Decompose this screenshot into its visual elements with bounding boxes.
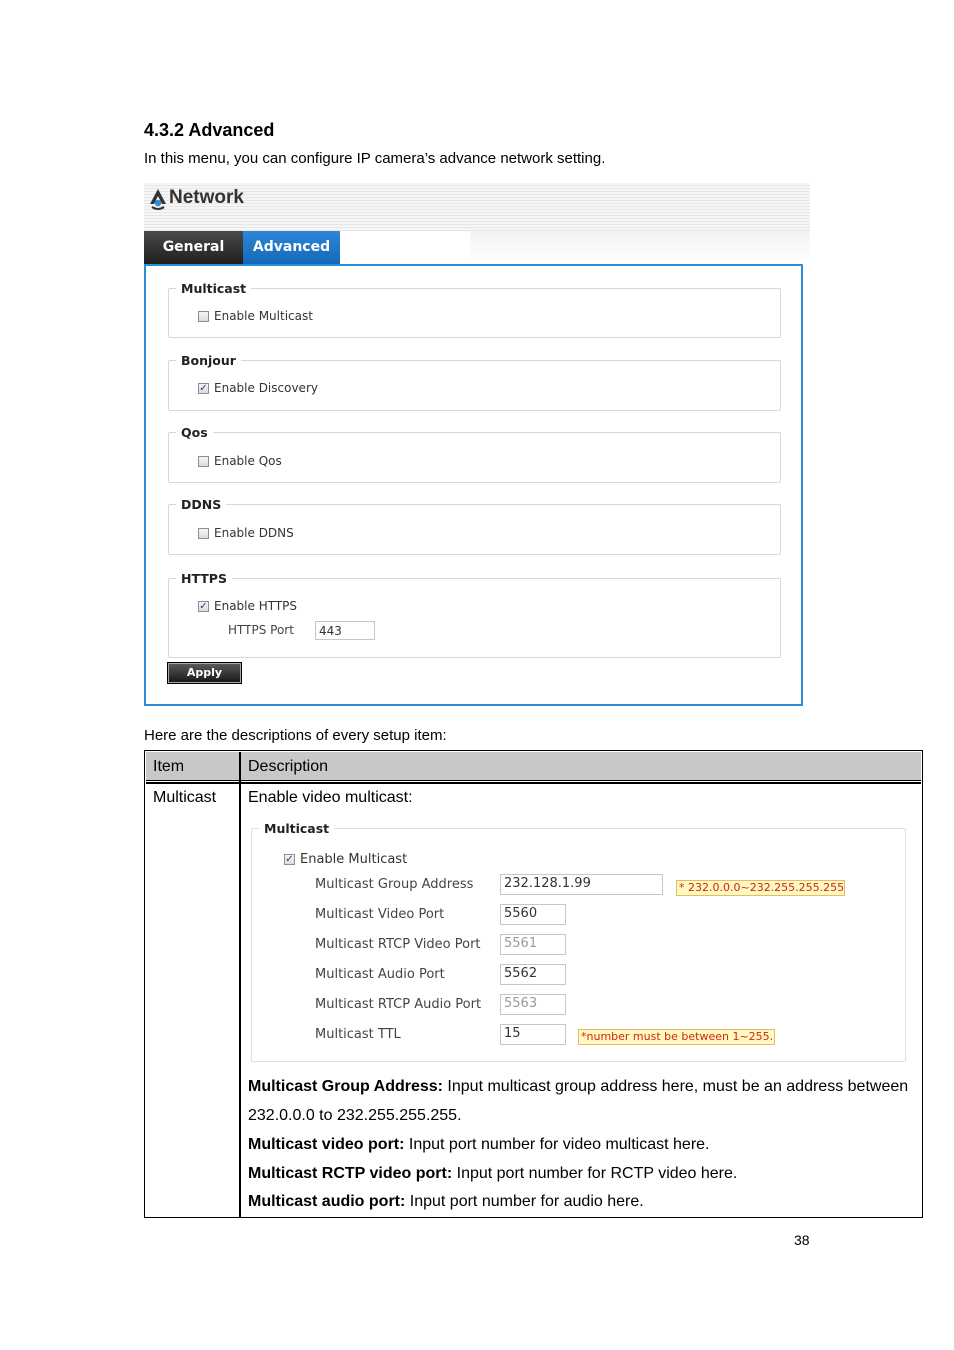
enable-discovery-option[interactable] <box>198 381 318 395</box>
section-title: 4.3.2 Advanced <box>144 120 275 140</box>
ttl-input[interactable]: 15 <box>500 1024 566 1045</box>
ddns-legend: DDNS <box>181 497 222 512</box>
video-port-input[interactable]: 5560 <box>500 904 566 925</box>
network-logo-icon <box>148 188 168 212</box>
enable-https-label: Enable HTTPS <box>214 599 298 613</box>
note-text: Input port number for RCTP video here. <box>452 1165 738 1182</box>
note-audio-port <box>248 1193 644 1211</box>
enable-ddns-checkbox[interactable] <box>198 528 209 539</box>
enable-multicast-checkbox[interactable] <box>198 311 209 322</box>
tab-advanced[interactable]: Advanced <box>243 231 340 264</box>
enable-ddns-option[interactable] <box>198 526 294 540</box>
network-title: Network <box>169 187 244 208</box>
group-address-hint: * 232.0.0.0~232.255.255.255 <box>676 880 845 896</box>
enable-https-option[interactable] <box>198 599 297 613</box>
note-term: Multicast audio port: <box>248 1193 406 1210</box>
audio-port-input[interactable]: 5562 <box>500 964 566 985</box>
page-number: 38 <box>794 1232 810 1248</box>
enable-qos-checkbox[interactable] <box>198 456 209 467</box>
multicast-legend: Multicast <box>181 281 247 296</box>
note-rtcp-video-port <box>248 1165 737 1183</box>
enable-multicast-label: Enable Multicast <box>214 309 313 323</box>
https-legend: HTTPS <box>181 571 227 586</box>
audio-port-label: Multicast Audio Port <box>315 967 445 982</box>
qos-legend: Qos <box>181 425 208 440</box>
enable-qos-option[interactable] <box>198 454 282 468</box>
enable-qos-label: Enable Qos <box>214 454 282 468</box>
note-text: Input port number for audio here. <box>405 1193 644 1210</box>
section-intro: In this menu, you can configure IP camera’s advance network setting. <box>144 150 606 167</box>
enable-multicast-option[interactable] <box>198 309 313 323</box>
network-header-fade <box>470 231 810 264</box>
rtcp-audio-port-input: 5563 <box>500 994 566 1015</box>
inner-enable-multicast-option[interactable] <box>284 852 407 867</box>
rtcp-video-port-label: Multicast RTCP Video Port <box>315 937 481 952</box>
apply-button[interactable]: Apply <box>167 662 242 684</box>
ttl-label: Multicast TTL <box>315 1027 401 1042</box>
note-group-address <box>248 1078 908 1096</box>
enable-discovery-label: Enable Discovery <box>214 381 318 395</box>
note-video-port <box>248 1136 710 1154</box>
rtcp-video-port-input: 5561 <box>500 934 566 955</box>
header-item: Item <box>153 758 185 775</box>
row-item-multicast: Multicast <box>153 789 217 806</box>
note-term: Multicast RCTP video port: <box>248 1165 453 1182</box>
note-term: Multicast video port: <box>248 1136 405 1153</box>
descriptions-intro: Here are the descriptions of every setup item: <box>144 727 447 744</box>
note-text: Input port number for video multicast here. <box>404 1136 710 1153</box>
ttl-hint: *number must be between 1~255. <box>578 1029 775 1045</box>
inner-enable-multicast-label: Enable Multicast <box>300 852 408 867</box>
note-text: Input multicast group address here, must be an address between <box>442 1078 909 1095</box>
table-header-divider <box>146 782 921 784</box>
note-term: Multicast Group Address: <box>248 1078 443 1095</box>
inner-multicast-legend: Multicast <box>264 821 330 836</box>
note-group-address-range <box>248 1107 462 1125</box>
table-column-divider <box>239 752 241 1217</box>
video-port-label: Multicast Video Port <box>315 907 445 922</box>
enable-discovery-checkbox[interactable]: ✓ <box>199 382 208 394</box>
tab-general[interactable]: General <box>144 231 243 264</box>
enable-https-checkbox[interactable]: ✓ <box>199 600 208 612</box>
header-description: Description <box>248 758 329 775</box>
https-port-label: HTTPS Port <box>228 623 294 637</box>
enable-ddns-label: Enable DDNS <box>214 526 294 540</box>
note-text: 232.0.0.0 to 232.255.255.255. <box>248 1107 462 1124</box>
bonjour-legend: Bonjour <box>181 353 236 368</box>
group-address-label: Multicast Group Address <box>315 877 474 892</box>
https-port-input[interactable]: 443 <box>315 621 375 640</box>
group-address-input[interactable]: 232.128.1.99 <box>500 874 663 895</box>
inner-enable-multicast-checkbox[interactable]: ✓ <box>285 854 294 865</box>
https-group <box>168 571 781 658</box>
row-lead-text: Enable video multicast: <box>248 789 413 806</box>
rtcp-audio-port-label: Multicast RTCP Audio Port <box>315 997 482 1012</box>
